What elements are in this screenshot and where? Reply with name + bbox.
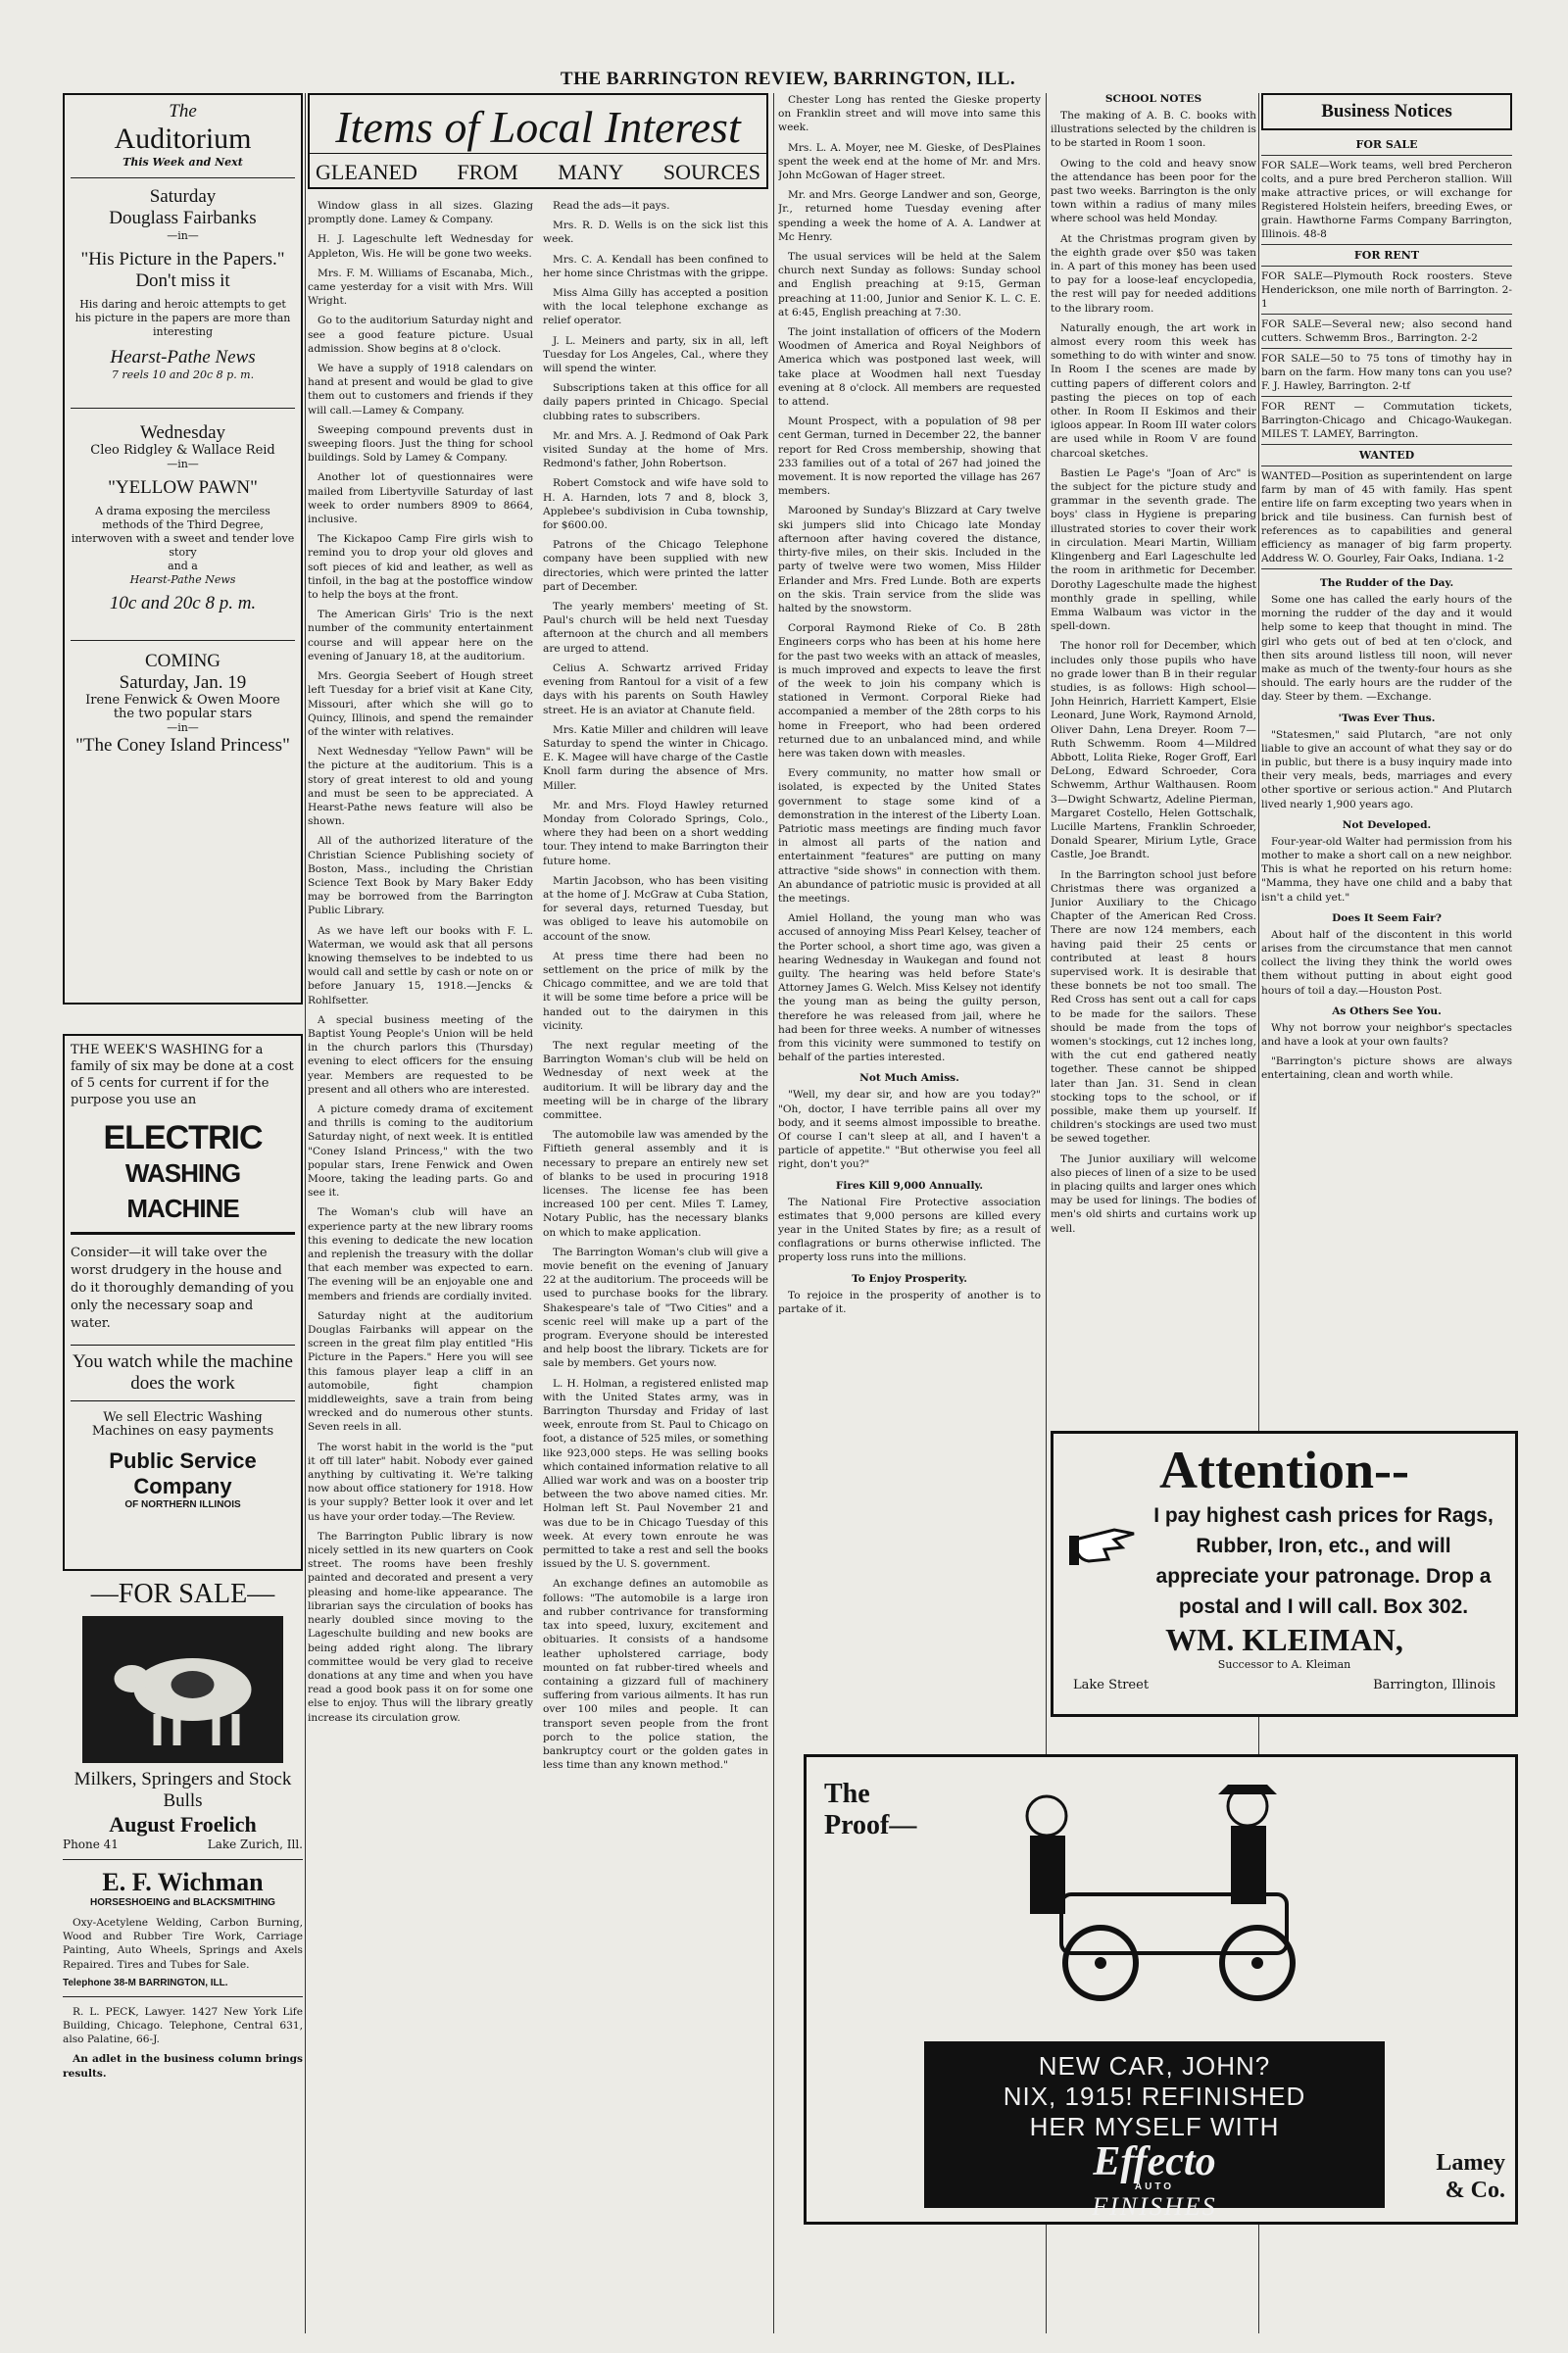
column-1 — [63, 93, 303, 2333]
local-item: The Barrington Woman's club will give a movie benefit on the evening of January 22 at the auditorium. The proceeds will be used to purchase books for the library. Shakespeare's tale of "Two Cities" and a scenic reel will make up a part of the program. Everyone should be interested and help boost the library. Tickets are for sale by members. Get yours now. — [543, 1246, 768, 1370]
local-item: As we have left our books with F. L. Waterman, we would ask that all persons knowing themselves to be indebted to us would call and settle by cash or note on or before January 15, 1918.—Jencks & Rohlfsetter. — [308, 924, 533, 1006]
proof-seller: Lamey & Co. — [1436, 2150, 1505, 2203]
news-item: Mount Prospect, with a population of 98 per cent German, turned in December 22, the banner report for Red Cross membership, showing that 233 families out of a total of 267 had joined the movement. It is now reported the village has 267 members. — [778, 416, 1041, 498]
wichman-body: Oxy-Acetylene Welding, Carbon Burning, Wood and Rubber Tire Work, Carriage Painting, Auto Wheels, Springs and Axels Repaired. Tires and Tubes for Sale. — [63, 1917, 303, 1971]
news-item: Mrs. L. A. Moyer, nee M. Gieske, of DesPlaines spent the week end at the home of Mr. and Mrs. John McGowan of Hager street. — [778, 141, 1041, 182]
washing-body: Consider—it will take over the worst drudgery in the house and do it thoroughly demanding of you only the necessary soap and water. — [71, 1246, 295, 1331]
thus-text: "Statesmen," said Plutarch, "are not only liable to give an account of what they say or do in public, but there is a busy inquiry made into their very meals, beds, marriages and every other sportive or serious action." And Plutarch lived nearly 1,900 years ago. — [1261, 728, 1512, 810]
proof-sub: AUTO — [1134, 2181, 1175, 2192]
attention-successor: Successor to A. Kleiman — [1217, 1658, 1351, 1671]
local-item: The worst habit in the world is the "put it off till later" habit. Nobody ever gained anything by cultivating it. We're talking now about office stationery for 1918. How is your supply? Better look it over and let us have your order today.—The Review. — [308, 1441, 533, 1523]
attention-name: WM. KLEIMAN, — [1165, 1622, 1403, 1657]
classified-ad: FOR SALE—50 to 75 tons of timothy hay in barn on the farm. How many tons can you use? F. J. Hawley, Barrington. 2-tf — [1261, 349, 1512, 397]
local-item: J. L. Meiners and party, six in all, left Tuesday for Los Angeles, Cal., where they will spend the winter. — [543, 334, 768, 375]
column-2 — [308, 93, 768, 2333]
others-heading: As Others See You. — [1332, 1005, 1442, 1017]
barrington-text: "Barrington's picture shows are always entertaining, clean and worth while. — [1261, 1055, 1512, 1082]
proof-black-panel — [924, 2041, 1385, 2221]
classified-ad: WANTED—Position as superintendent on large farm by man of 45 with family. Has spent entire life on farm excepting two years when in brick and tile business. Can furnish best of references as to capabilities and general efficiency as manager of big farm property. Address W. O. Gourley, Fair Oaks, Indiana. 1-2 — [1261, 466, 1512, 569]
local-item: Mrs. C. A. Kendall has been confined to her home since Christmas with the grippe. — [543, 253, 768, 279]
car-illustration-icon — [954, 1777, 1375, 2022]
column-5 — [1261, 93, 1512, 1412]
sat-film: "His Picture in the Papers." Don't miss it — [80, 249, 285, 291]
others-text: Why not borrow your neighbor's spectacles and have a look at your own faults? — [1261, 1021, 1512, 1049]
news-item: Every community, no matter how small or isolated, is expected by the United States government to stage some kind of a demonstration in the interest of the Liberty Loan. Patriotic mass meetings are finding much favor in almost all parts of the nation and entertainment "features" are putting on many attractive "side shows" in connection with them. An abundance of patriotic music is provided at all the meetings. — [778, 767, 1041, 905]
proof-finishes: FINISHES — [1092, 2192, 1217, 2221]
coming-label: COMING — [144, 651, 221, 671]
sat-price: 7 reels 10 and 20c 8 p. m. — [111, 368, 255, 381]
local-item: The next regular meeting of the Barrington Woman's club will be held on Wednesday of next week at the auditorium. It will be library day and the meeting will be in charge of the library committee. — [543, 1039, 768, 1121]
wed-price: 10c and 20c 8 p. m. — [109, 593, 257, 613]
effecto-ad — [804, 1754, 1518, 2225]
pointing-hand-icon — [1065, 1500, 1144, 1598]
fires-heading: Fires Kill 9,000 Annually. — [835, 1179, 984, 1192]
amiss-heading: Not Much Amiss. — [859, 1072, 959, 1085]
fair-heading: Does It Seem Fair? — [1332, 911, 1442, 924]
washing-machine-ad — [63, 1034, 303, 1571]
wed-in: —in— — [167, 458, 199, 470]
washing-of: OF NORTHERN ILLINOIS — [124, 1499, 241, 1510]
classified-ad: FOR SALE—Work teams, well bred Percheron colts, and a pure bred Percheron stallion. Will make attractive prices, or will exchange for Registered Holstein heifers, breeding Ewes, or grain. Hawthorne Farms Company Barrington, Illinois. 48-8 — [1261, 156, 1512, 245]
business-notices-title: Business Notices — [1321, 101, 1452, 122]
local-item: Robert Comstock and wife have sold to H. A. Harnden, lots 7 and 8, block 3, Applebee's subdivision in Cuba township, for $600.00. — [543, 477, 768, 532]
gleaned-line — [310, 153, 766, 187]
local-item: Next Wednesday "Yellow Pawn" will be the picture at the auditorium. This is a story of great interest to old and young and must be seen to be appreciated. A Hearst-Pathe news feature will also be shown. — [308, 746, 533, 828]
school-note: The Junior auxiliary will welcome also pieces of linen of a size to be used in placing quilts and larger ones which may be used for linings. The bodies of men's old shirts and curtains work up well. — [1051, 1152, 1256, 1235]
auditorium-the: The — [169, 101, 197, 122]
proof-line-2: NIX, 1915! REFINISHED — [1003, 2082, 1306, 2111]
column-rule — [305, 93, 306, 2333]
washing-title-1: ELECTRIC — [103, 1119, 263, 1156]
wichman-trade: HORSESHOEING and BLACKSMITHING — [90, 1897, 275, 1908]
business-notices-header — [1261, 93, 1512, 130]
for-sale-place: Lake Zurich, Ill. — [207, 1838, 303, 1851]
local-item: Martin Jacobson, who has been visiting at the home of J. McGraw at Cuba Station, for several days, returned Tuesday, but was obliged to leave his automobile on account of the snow. — [543, 874, 768, 943]
wed-day: Wednesday — [139, 422, 226, 443]
wichman-phone: Telephone 38-M BARRINGTON, ILL. — [63, 1977, 228, 1988]
rudder-heading: The Rudder of the Day. — [1319, 577, 1454, 589]
wichman-name: E. F. Wichman — [102, 1868, 264, 1896]
school-notes-heading: SCHOOL NOTES — [1104, 93, 1202, 105]
local-item: The American Girls' Trio is the next number of the community entertainment course and will appear here on the evening of January 18, at the auditorium. — [308, 609, 533, 662]
for-rent-heading: FOR RENT — [1261, 245, 1512, 267]
news-item: Marooned by Sunday's Blizzard at Cary twelve ski jumpers slid into Chicago late Monday afternoon after having covered the distance, thirty-five miles, on their skis. Included in the party of twelve were two women, Miss Hilder Erlander and Mrs. Fred Lunde. Both are experts on the skis. Train service from the slide was halted by the snowstorm. — [778, 505, 1041, 614]
wed-film: "YELLOW PAWN" — [108, 477, 258, 498]
local-item: An exchange defines an automobile as follows: "The automobile is a large iron and rubber contrivance for transforming tax into speed, luxury, excitement and obituaries. It consists of a handsome leather upholstered carriage, body mounted on fat rubber-tired wheels and containing a gizzard full of machinery suffering from various ailments. It has run over 100 miles and people. It can transport seven people from the front porch to the police station, the bankruptcy court or the golden gates in less time than any known method." — [543, 1578, 768, 1772]
local-item: Celius A. Schwartz arrived Friday evening from Rantoul for a visit of a few days with his parents on South Hawley street. He is an aviator at Chanute field. — [543, 662, 768, 716]
news-item: Amiel Holland, the young man who was accused of annoying Miss Pearl Kelsey, teacher of the Porter school, a short time ago, was given a hearing Wednesday in Waukegan and found not guilty. The hearing was held before State's Attorney James G. Welch. Miss Kelsey not identify the young man as being the guilty person, therefore he was released from jail, where he had been for three weeks. A number of witnesses from this vicinity were summoned to testify on behalf of the parties interested. — [778, 912, 1041, 1064]
developed-text: Four-year-old Walter had permission from his mother to make a short call on a new neighbor. This is what he reported on his return home: "Mamma, they have one child and a baby that isn't a child yet." — [1261, 835, 1512, 904]
rudder-text: Some one has called the early hours of the morning the rudder of the day and it would help some to keep that thought in mind. The girl who gets out of bed at ten o'clock, and then sits around listless till noon, will never make as much of the twenty-four hours as she should. The early hours are the rudder of the day. Steer by them. —Exchange. — [1261, 594, 1512, 704]
coming-two: the two popular stars — [113, 707, 253, 721]
local-item: Another lot of questionnaires were mailed from Libertyville Saturday of last week to order numbers 8909 to 8664, inclusive. — [308, 471, 533, 526]
washing-intro: THE WEEK'S WASHING for a family of six may be done at a cost of 5 cents for current if for the purpose you use an — [71, 1043, 294, 1107]
developed-heading: Not Developed. — [1342, 818, 1432, 831]
news-item: The joint installation of officers of the Modern Woodmen of America and Royal Neighbors of America which was postponed last week, will take place at Woodmen hall next Tuesday evening at 8 o'clock. All members are requested to attend. — [778, 326, 1041, 409]
local-interest-header — [308, 93, 768, 189]
coming-film: "The Coney Island Princess" — [75, 735, 290, 756]
school-note: Naturally enough, the art work in almost every room this week has something to do with winter and snow. In Room I the scenes are made by cutting papers of different colors and pasting the pieces on top of each other. In Room II Eskimos and their igloos appear. In Room III water colors are used while in Room V are found charcoal sketches. — [1051, 321, 1256, 460]
local-item: We have a supply of 1918 calendars on hand at present and would be glad to give them out to customers and friends if they will call.—Lamey & Company. — [308, 363, 533, 417]
wed-stars: Cleo Ridgley & Wallace Reid — [90, 443, 275, 458]
school-note: The honor roll for December, which includes only those pupils who have no grade lower than B in their regular studies, is as follows: High school—John Heinrich, Harriett Kampert, Elsie Leonard, June Work, Raymond Arnold, Oliver Dahn, Lena Dreyer. Room 7—Ruth Schwemm. Room 4—Mildred Abbott, Lolita Rieke, Roger Groff, Earl DeLong, Edward Schroeder, Cora Schwemm, Arthur Walthausen. Room 3—Dwight Schwartz, Adeline Pierman, Margaret Costello, Helen Gottschalk, Lucille Martens, Franklin Schroeder, Donald Spearer, Mirium Lytle, Grace Castle, Joe Brandt. — [1051, 640, 1256, 861]
local-item: Window glass in all sizes. Glazing promptly done. Lamey & Company. — [308, 200, 533, 226]
peck-ad: R. L. PECK, Lawyer. 1427 New York Life Building, Chicago. Telephone, Central 631, also Palatine, 66-J. — [63, 2005, 303, 2046]
news-item: Corporal Raymond Rieke of Co. B 28th Engineers corps who has been at his home here for the past two weeks with an attack of measles, is much improved and expects to leave the first of the week to join his company which is stationed in Vermont. Corporal Rieke had accompanied a member of the 28th corps to his home in Freeport, who had been ordered returned due to an unbalanced mind, and while here was taken down with measles. — [778, 622, 1041, 760]
for-sale-phone: Phone 41 — [63, 1838, 119, 1851]
sat-star: Douglass Fairbanks — [109, 208, 257, 228]
for-sale-title: —FOR SALE— — [90, 1579, 275, 1609]
local-item: H. J. Lageschulte left Wednesday for Appleton, Wis. He will be gone two weeks. — [308, 233, 533, 260]
local-item: Read the ads—it pays. — [553, 200, 670, 212]
local-item: Mr. and Mrs. Floyd Hawley returned Monday from Colorado Springs, Colo., where they had been on a short wedding tour. They intend to make Barrington their future home. — [543, 799, 768, 867]
local-item: The yearly members' meeting of St. Paul's church will be held next Tuesday afternoon at the church and all members are urged to attend. — [543, 601, 768, 655]
proof-line-3: HER MYSELF WITH — [1029, 2112, 1280, 2141]
local-item: Miss Alma Gilly has accepted a position with the local telephone exchange as relief operator. — [543, 287, 768, 327]
fires-text: The National Fire Protective association estimates that 9,000 persons are killed every year in the United States by fire; as a result of conflagrations or burns otherwise inflicted. The property loss runs into the millions. — [778, 1196, 1041, 1264]
local-item: L. H. Holman, a registered enlisted map with the United States army, was in Barrington Thursday and Friday of last week, enroute from St. Paul to Chicago on foot, a distance of 525 miles, or something like 923,000 steps. He was selling books which contained information relative to all Allied war work and was on a booster trip between the two above named cities. Mr. Holman left St. Paul November 21 and was due to be in Chicago Tuesday of this week. At every town enroute he was permitted to take a rest and sell the books issued by the U. S. government. — [543, 1377, 768, 1571]
attention-street: Lake Street — [1073, 1678, 1150, 1692]
enjoy-text: To rejoice in the prosperity of another is to partake of it. — [778, 1289, 1041, 1315]
for-sale-items: Milkers, Springers and Stock Bulls — [74, 1769, 292, 1811]
school-note: Owing to the cold and heavy snow the attendance has been poor for the past two weeks. Barrington is the only town within a radius of many miles where school was held Monday. — [1051, 157, 1256, 225]
cow-icon — [82, 1616, 283, 1763]
sat-day: Saturday — [149, 186, 217, 207]
proof-brand: Effecto — [1093, 2139, 1216, 2184]
for-sale-ad — [63, 1579, 303, 1851]
sat-news: Hearst-Pathe News — [110, 347, 256, 368]
column-4 — [1051, 93, 1256, 1412]
adlet: An adlet in the business column brings results. — [63, 2053, 303, 2080]
amiss-text: "Well, my dear sir, and how are you today?" "Oh, doctor, I have terrible pains all over my body, and it seems almost impossible to breathe. Of course I can't sleep at all, and I haven't a particle of appetite." "But otherwise you feel all right, don't you?" — [778, 1089, 1041, 1171]
local-item: Patrons of the Chicago Telephone company have been supplied with new directories, which were printed the latter part of December. — [543, 539, 768, 593]
local-item: A special business meeting of the Baptist Young People's Union will be held in the church parlors this (Thursday) evening to elect officers for the ensuing year. Members are requested to be present and all others who are interested. — [308, 1013, 533, 1096]
washing-company: Public Service Company — [109, 1448, 257, 1498]
local-item: All of the authorized literature of the Christian Science Publishing society of Boston, Mass., including the Christian Science Text Book by Mary Baker Eddy may be borrowed from the Barrington Public Library. — [308, 835, 533, 917]
from-word: FROM — [457, 160, 518, 184]
local-item: Mrs. F. M. Williams of Escanaba, Mich., came yesterday for a visit with Mrs. Will Wright. — [308, 267, 533, 308]
local-item: Go to the auditorium Saturday night and see a good feature picture. Usual admission. Show begins at 8 o'clock. — [308, 315, 533, 355]
gleaned-word: GLEANED — [316, 160, 417, 184]
local-item: Mr. and Mrs. A. J. Redmond of Oak Park visited Sunday at the home of Mrs. Redmond's father, John Robertson. — [543, 429, 768, 470]
thus-heading: 'Twas Ever Thus. — [1338, 711, 1436, 724]
classified-ad: FOR SALE—Several new; also second hand cutters. Schwemm Bros., Barrington. 2-2 — [1261, 315, 1512, 349]
washing-sell: We sell Electric Washing Machines on easy payments — [91, 1410, 274, 1439]
washing-watch: You watch while the machine does the work — [71, 1345, 295, 1401]
wichman-ad — [63, 1868, 303, 1988]
news-item: Mr. and Mrs. George Landwer and son, George, Jr., returned home Tuesday evening after spending a week the home of A. A. Landwer at Mc Henry. — [778, 189, 1041, 243]
masthead: THE BARRINGTON REVIEW, BARRINGTON, ILL. — [560, 69, 1016, 89]
classified-ad: FOR RENT — Commutation tickets, Barrington-Chicago and Chicago-Waukegan. MILES T. LAMEY, Barrington. — [1261, 397, 1512, 445]
column-3 — [778, 93, 1041, 1706]
many-word: MANY — [558, 160, 624, 184]
news-item: Chester Long has rented the Gieske property on Franklin street and will move into same this week. — [778, 94, 1041, 134]
auditorium-ad — [63, 93, 303, 1005]
enjoy-heading: To Enjoy Prosperity. — [852, 1272, 967, 1285]
local-item: Subscriptions taken at this office for all daily papers printed in Chicago. Special clubbing rates to subscribers. — [543, 382, 768, 422]
school-note: In the Barrington school just before Christmas there was organized a Junior Auxiliary to the Chicago Chapter of the American Red Cross. There are now 124 members, each having paid their 25 cents or contributed at least 8 hours supervised work. It is desirable that these bonnets be not too small. The Red Cross has sent out a call for caps to be made for the sailors. These should be made from the tops of women's stockings, cut 12 inches long, with the cut end gathered neatly together. These cannot be shipped later than Jan. 31. Send in clean stocking tops to the school, or if possible, make them up yourself. If children's stockings are used two must be sewed together. — [1051, 868, 1256, 1146]
local-left-column — [308, 199, 533, 1778]
attention-ad — [1051, 1431, 1518, 1717]
coming-in: —in— — [167, 721, 199, 734]
local-item: Mrs. R. D. Wells is on the sick list this week. — [543, 220, 768, 246]
proof-line-1: NEW CAR, JOHN? — [1038, 2051, 1271, 2081]
fair-text: About half of the discontent in this world arises from the circumstance that men cannot collect the living they think the world owes them without putting in about eight good hours of toil a day.—Houston Post. — [1261, 928, 1512, 997]
local-item: Sweeping compound prevents dust in sweeping floors. Just the thing for school buildings. Sold by Lamey & Company. — [308, 423, 533, 465]
sat-in: —in— — [167, 229, 199, 242]
local-item: The automobile law was amended by the Fiftieth general assembly and it is necessary to prepare an entirely new set of blanks to be used in procuring 1918 licenses. The license fee has been increased 100 per cent. Miles T. Lamey, Notary Public, has the necessary blanks on which to make application. — [543, 1129, 768, 1239]
sources-word: SOURCES — [662, 160, 760, 184]
attention-city: Barrington, Illinois — [1373, 1678, 1495, 1692]
local-right-column — [543, 199, 768, 1778]
wanted-heading: WANTED — [1261, 445, 1512, 466]
local-interest-title: Items of Local Interest — [335, 102, 741, 152]
local-item: Mrs. Katie Miller and children will leave Saturday to spend the winter in Chicago. E. K. Magee will have charge of the Castle Knoll farm during the absence of Mrs. Miller. — [543, 723, 768, 792]
local-item: The Kickapoo Camp Fire girls wish to remind you to drop your old gloves and soft pieces of kid and leather, as well as tinfoil, in the bag at the postoffice window to help the boys at the front. — [308, 533, 533, 602]
local-item: Mrs. Georgia Seebert of Hough street left Tuesday for a brief visit at Kane City, Missouri, after which she will go to Quincy, Illinois, and spend the remainder of the winter with relatives. — [308, 670, 533, 738]
attention-body: I pay highest cash prices for Rags, Rubber, Iron, etc., and will appreciate your patronage. Drop a postal and I will call. Box 302. — [1153, 1504, 1494, 1618]
school-note: The making of A. B. C. books with illustrations selected by the children is to be started in Room 1 soon. — [1051, 110, 1256, 150]
auditorium-subtitle: This Week and Next — [122, 156, 243, 169]
news-item: The usual services will be held at the Salem church next Sunday as follows: Sunday school and English preaching at 9:15, German preaching at 11:00, Junior and Senior K. L. C. E. at 6:45, English preaching at 7:30. — [778, 251, 1041, 319]
local-item: A picture comedy drama of excitement and thrills is coming to the auditorium Saturday night, of next week. It is entitled "Coney Island Princess," with the two popular stars, Irene Fenwick and Owen Moore, taking the leading parts. Go and see it. — [308, 1103, 533, 1200]
local-item: Saturday night at the auditorium Douglas Fairbanks will appear on the screen in the great film play entitled "His Picture in the Papers." Here you will see this famous player leap a cliff in an automobile, fight champion middleweights, save a train from being wrecked and do numerous other stunts. Seven reels in all. — [308, 1309, 533, 1434]
washing-title-2: WASHING MACHINE — [71, 1155, 295, 1235]
local-item: The Barrington Public library is now nicely settled in its new quarters on Cook street. The rooms have been freshly painted and decorated and present a very pleasing and home-like appearance. The librarian says the circulation of books has nearly doubled since moving to the Lageschulte building and new books are being added right along. The library committee would be very glad to receive donations at any time and when you have read a good book pass it on for some one else to enjoy. Thus will the library greatly increase its circulation grow. — [308, 1530, 533, 1724]
proof-title: The Proof— — [824, 1779, 917, 1840]
sat-desc: His daring and heroic attempts to get his picture in the papers are more than interesting — [74, 298, 291, 338]
auditorium-title: Auditorium — [114, 123, 252, 155]
local-item: The Woman's club will have an experience party at the new library rooms this evening to dedicate the new location and replenish the treasury with the dollar that each member was expected to earn. The evening will be an enjoyable one and members and friends are cordially invited. — [308, 1206, 533, 1302]
for-sale-heading: FOR SALE — [1261, 134, 1512, 156]
coming-date: Saturday, Jan. 19 — [119, 672, 247, 693]
wed-and: and a — [168, 560, 198, 572]
cow-image — [82, 1616, 283, 1763]
wed-news: Hearst-Pathe News — [129, 573, 236, 586]
attention-title: Attention-- — [1159, 1441, 1409, 1499]
local-item: At press time there had been no settlement on the price of milk by the Chicago committee, and we are told that it will be some time before a price will be handed out to the dairymen in this vicinity. — [543, 950, 768, 1032]
coming-stars: Irene Fenwick & Owen Moore — [85, 693, 280, 708]
school-note: At the Christmas program given by the eighth grade over $50 was taken in. A part of this money has been used to pay for a loose-leaf encyclopedia, the rest will pay for needed additions to the library room. — [1051, 232, 1256, 315]
for-sale-name: August Froelich — [109, 1812, 257, 1837]
school-note: Bastien Le Page's "Joan of Arc" is the subject for the picture study and grammar in the seventh grade. The boys' class in Hygiene is preparing illustrated stories to cover their work in circulation. Meari Martin, William Klingenberg and Earl Lageschulte led the room in arithmetic for December. Dorothy Lageschulte made the highest monthly grade in spelling, while Emma Walbaum was victor in the spell-down. — [1051, 466, 1256, 633]
classified-ad: FOR SALE—Plymouth Rock roosters. Steve Henderickson, one mile north of Barrington. 2-1 — [1261, 267, 1512, 315]
column-rule — [773, 93, 774, 2333]
wed-desc: A drama exposing the merciless methods of the Third Degree, interwoven with a sweet and tender love story — [71, 505, 295, 559]
